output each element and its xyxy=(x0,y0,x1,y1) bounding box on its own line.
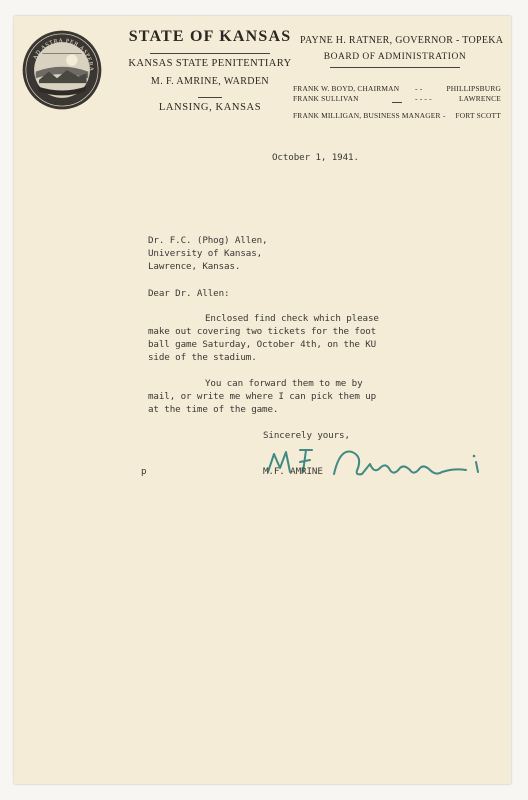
board-member-dashes: - - xyxy=(415,84,423,93)
state-title: STATE OF KANSAS xyxy=(128,28,292,45)
board-member-town: PHILLIPSBURG xyxy=(446,84,501,93)
warden-name: M. F. AMRINE, WARDEN xyxy=(150,76,270,87)
body-line: at the time of the game. xyxy=(148,404,279,415)
board-separator xyxy=(392,102,402,103)
institution-location: LANSING, KANSAS xyxy=(158,102,262,113)
seal-motto: AD ASTRA PER ASPERA xyxy=(32,38,94,72)
governor-line: PAYNE H. RATNER, GOVERNOR - TOPEKA xyxy=(300,35,504,46)
board-member-dashes: - xyxy=(443,111,446,120)
board-member-name: FRANK SULLIVAN xyxy=(293,94,359,103)
board-member-name: FRANK MILLIGAN, BUSINESS MANAGER xyxy=(293,111,441,120)
body-line: side of the stadium. xyxy=(148,352,257,363)
board-member-town: FORT SCOTT xyxy=(455,111,501,120)
board-divider xyxy=(330,67,460,68)
body-line: mail, or write me where I can pick them up xyxy=(148,391,377,402)
recipient-line: Lawrence, Kansas. xyxy=(148,261,241,272)
recipient-line: University of Kansas, xyxy=(148,248,263,259)
letterhead-divider xyxy=(150,53,270,54)
body-line: ball game Saturday, October 4th, on the KU xyxy=(148,339,377,350)
salutation: Dear Dr. Allen: xyxy=(148,288,230,299)
letterhead-divider-small xyxy=(198,97,222,98)
state-seal-icon xyxy=(21,29,103,111)
signature-name: M.F. AMRINE xyxy=(263,466,323,477)
closing: Sincerely yours, xyxy=(263,430,350,441)
board-member-town: LAWRENCE xyxy=(458,94,501,103)
institution-name: KANSAS STATE PENITENTIARY xyxy=(128,58,292,69)
typist-initial: p xyxy=(141,466,147,477)
letter-date: October 1, 1941. xyxy=(272,152,359,163)
board-member-name: FRANK W. BOYD, CHAIRMAN xyxy=(293,84,400,93)
body-line: Enclosed find check which please xyxy=(205,313,379,324)
board-member-dashes: - - - - xyxy=(415,94,432,103)
board-title: BOARD OF ADMINISTRATION xyxy=(323,52,467,62)
body-line: You can forward them to me by xyxy=(205,378,363,389)
recipient-line: Dr. F.C. (Phog) Allen, xyxy=(148,235,268,246)
body-line: make out covering two tickets for the foot xyxy=(148,326,377,337)
